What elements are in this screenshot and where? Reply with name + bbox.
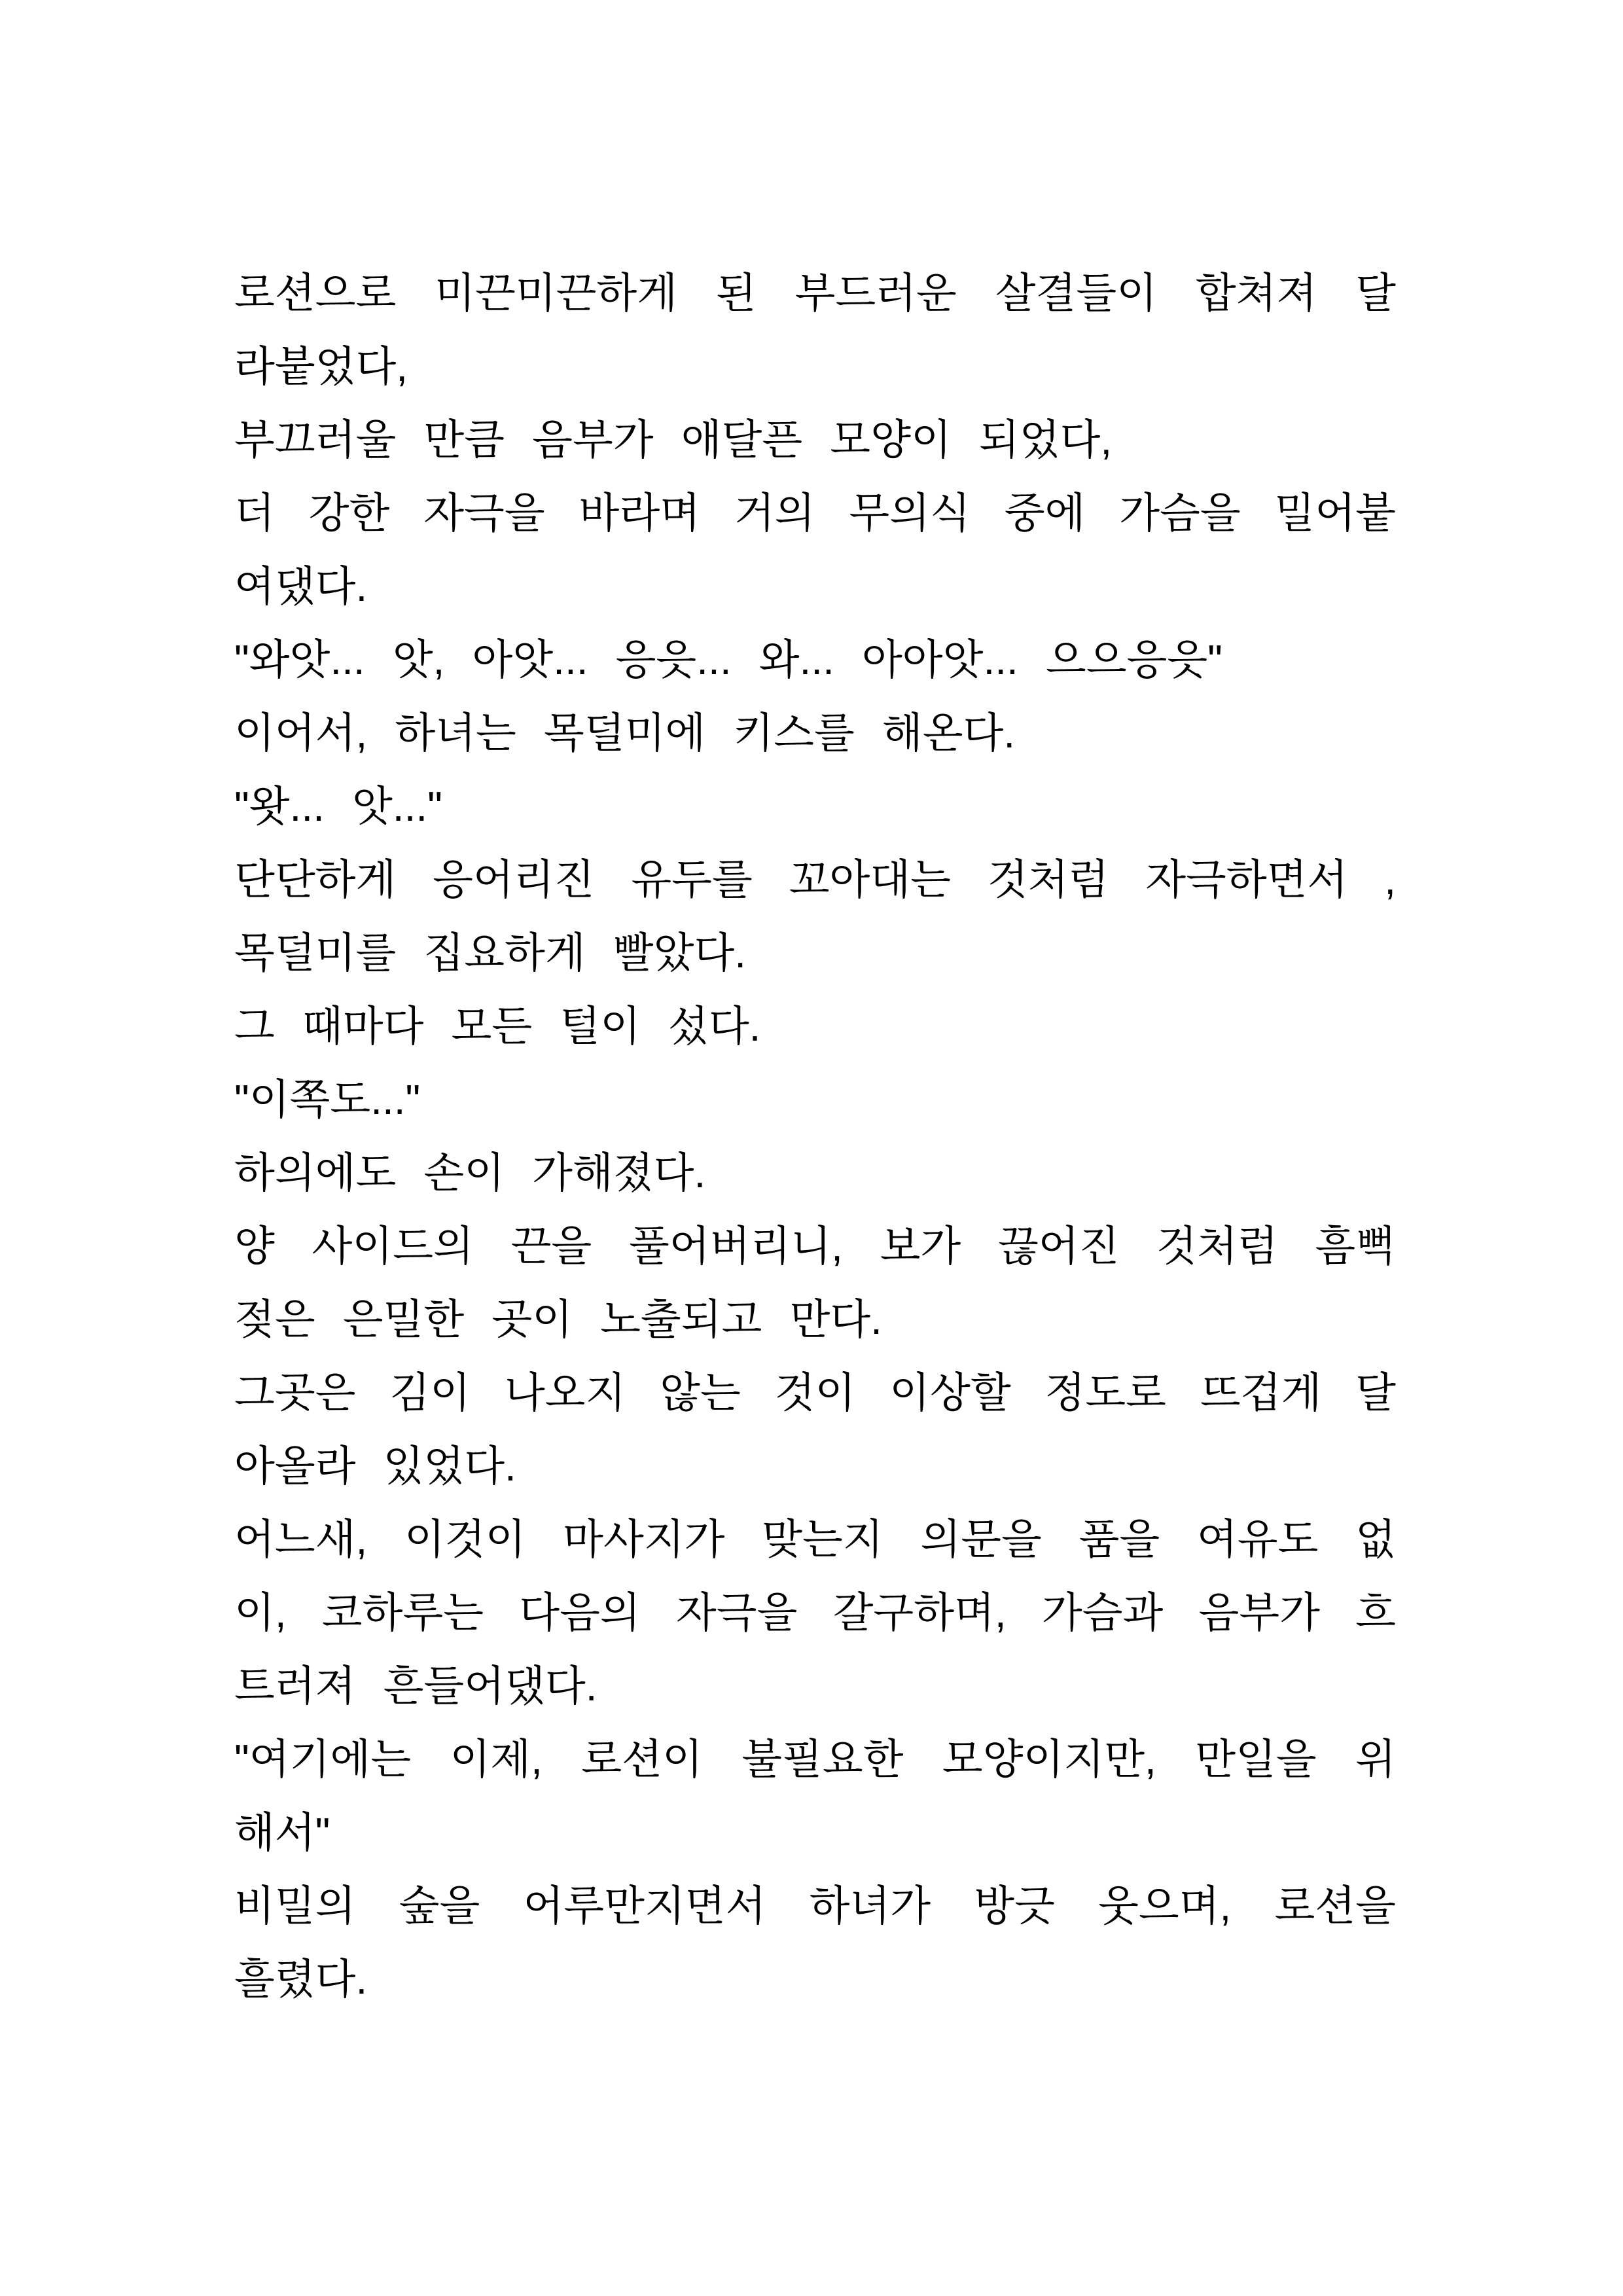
text-line: 하의에도 손이 가해졌다. (234, 1149, 706, 1196)
text-line: 흘렸다. (234, 1956, 368, 2003)
text-body (234, 257, 1396, 2016)
text-line: 트러져 흔들어댔다. (234, 1662, 597, 1710)
text-line: 젖은 은밀한 곳이 노출되고 만다. (234, 1296, 882, 1343)
text-line: "여기에는 이제, 로션이 불필요한 모양이지만, 만일을 위 (234, 1736, 1396, 1783)
text-line: 비밀의 숲을 어루만지면서 하녀가 방긋 웃으며, 로션을 (234, 1882, 1396, 1929)
text-line: 어느새, 이것이 마사지가 맞는지 의문을 품을 여유도 없 (234, 1516, 1396, 1563)
text-line: "와앗... 앗, 아앗... 응읏... 와... 아아앗... 으으응읏" (234, 636, 1222, 683)
text-line: 그곳은 김이 나오지 않는 것이 이상할 정도로 뜨겁게 달 (234, 1369, 1396, 1416)
text-line: 부끄러울 만큼 음부가 애달픈 모양이 되었다, (234, 416, 1113, 463)
text-line: 해서" (234, 1809, 330, 1856)
text-line: "왓... 앗..." (234, 783, 442, 830)
text-line: 양 사이드의 끈을 풀어버리니, 보가 끊어진 것처럼 흠뻑 (234, 1223, 1396, 1270)
text-line: 목덜미를 집요하게 빨았다. (234, 929, 747, 977)
text-line: 라붙었다, (234, 343, 408, 390)
text-line: 로션으로 미끈미끈하게 된 부드러운 살결들이 합쳐져 달 (234, 270, 1396, 317)
text-line: 단단하게 응어리진 유두를 꼬아대는 것처럼 자극하면서 , (234, 856, 1396, 903)
text-line: 그 때마다 모든 털이 섰다. (234, 1003, 761, 1050)
text-line: 더 강한 자극을 바라며 거의 무의식 중에 가슴을 밀어붙 (234, 490, 1396, 537)
text-line: 여댔다. (234, 563, 368, 610)
text-line: 이, 코하루는 다음의 자극을 갈구하며, 가슴과 음부가 흐 (234, 1589, 1396, 1636)
text-line: 이어서, 하녀는 목덜미에 키스를 해온다. (234, 709, 1016, 757)
text-line: "이쪽도..." (234, 1076, 421, 1123)
text-line: 아올라 있었다. (234, 1443, 516, 1490)
